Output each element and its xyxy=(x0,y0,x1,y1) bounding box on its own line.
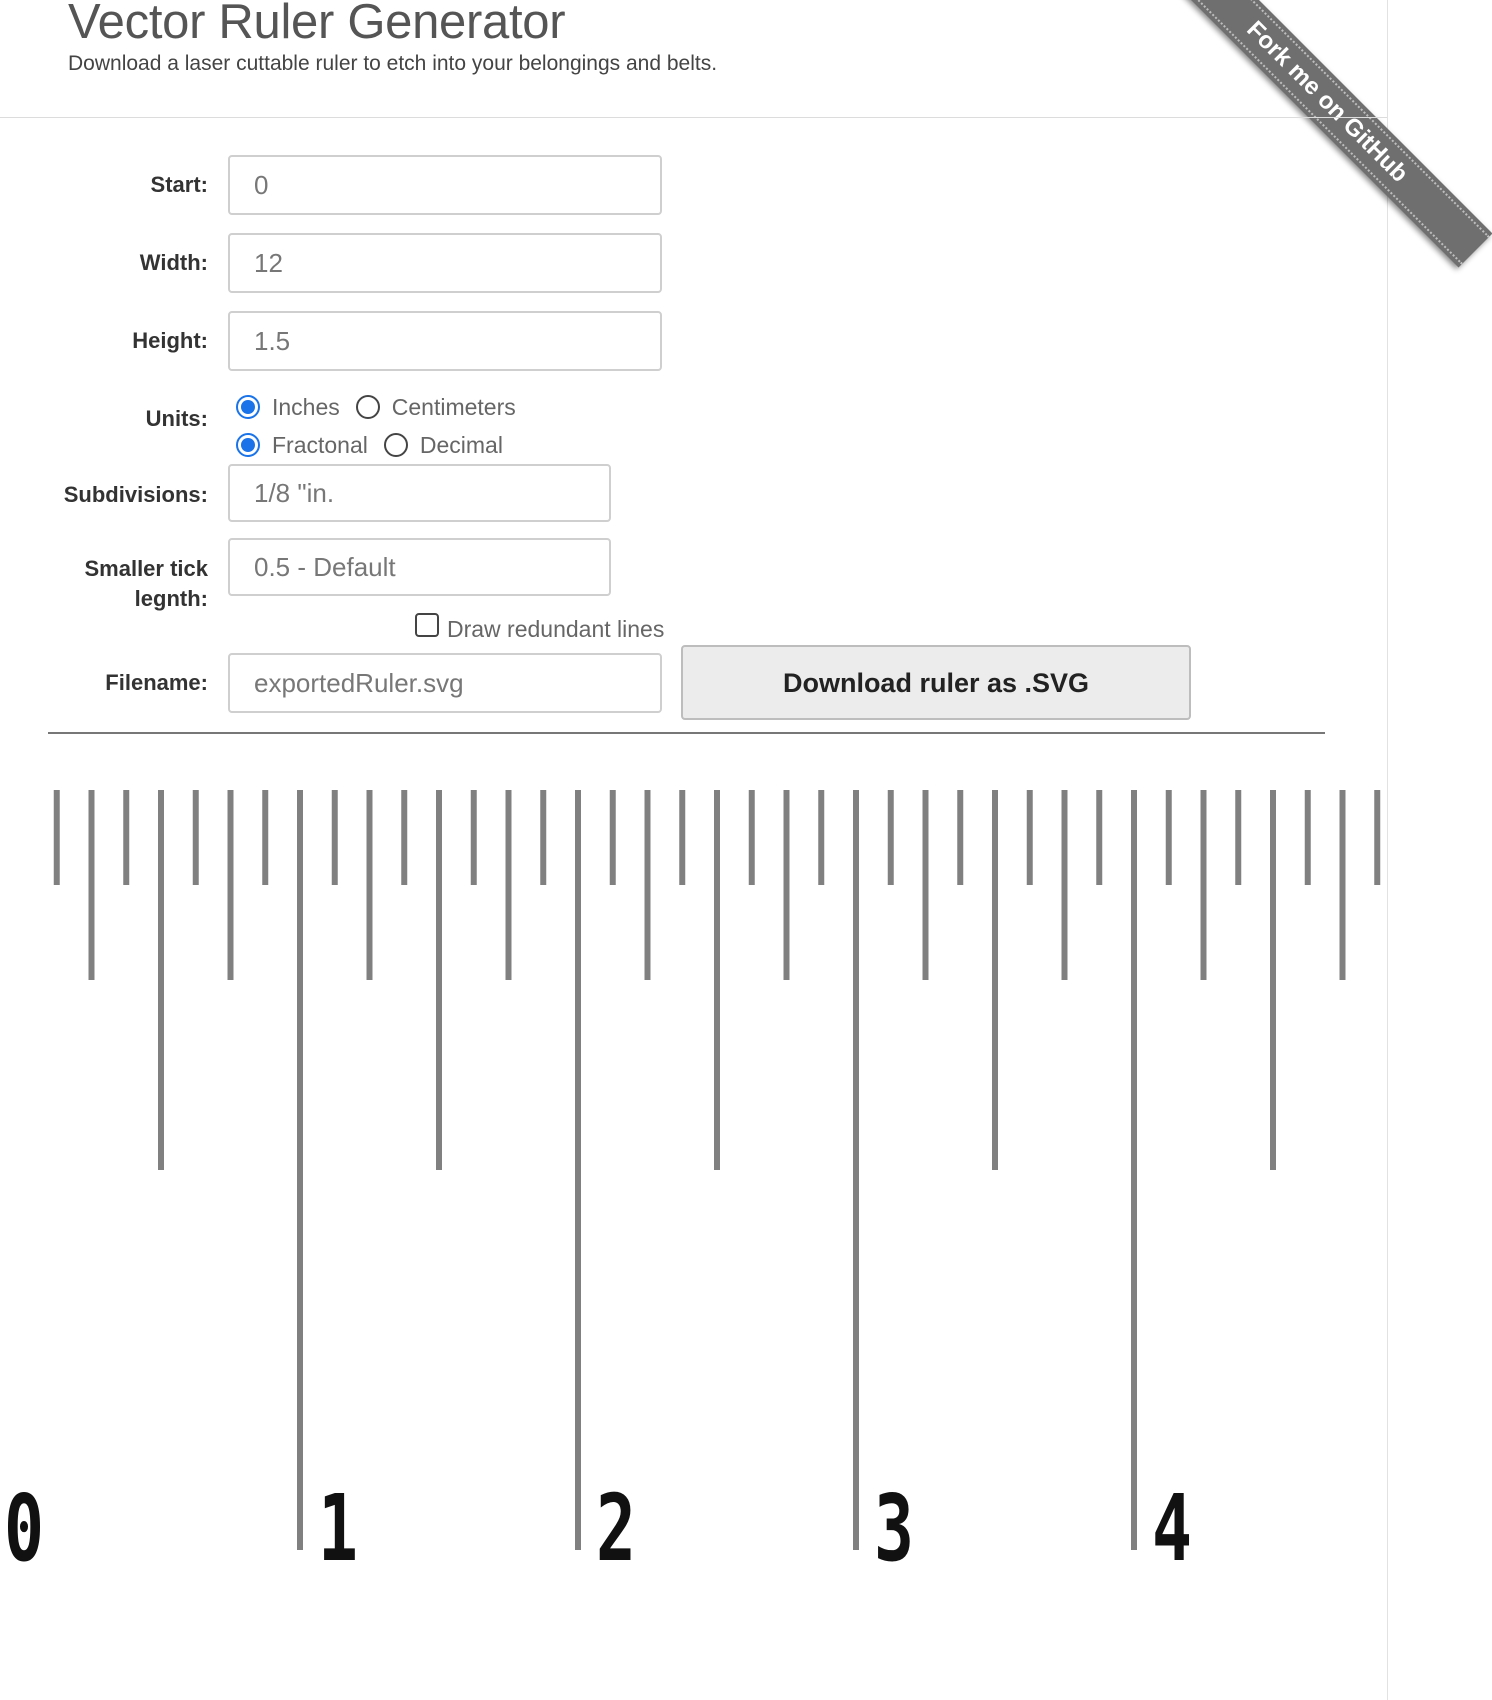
subdivisions-select[interactable]: 1/8 "in. xyxy=(228,464,611,522)
decimal-radio-label[interactable]: Decimal xyxy=(419,431,503,458)
redundant-lines-checkbox[interactable] xyxy=(415,613,439,637)
fractional-radio[interactable] xyxy=(236,433,260,457)
inches-radio-label[interactable]: Inches xyxy=(272,393,340,420)
redundant-lines-label[interactable]: Draw redundant lines xyxy=(447,616,665,642)
smaller-tick-select[interactable]: 0.5 - Default xyxy=(228,538,611,596)
unit-format-group xyxy=(236,429,519,461)
ruler-preview xyxy=(0,760,1387,1580)
decimal-radio[interactable] xyxy=(384,433,408,457)
page-title: Vector Ruler Generator xyxy=(68,0,566,49)
page-subtitle: Download a laser cuttable ruler to etch into your belongings and belts. xyxy=(68,52,718,75)
centimeters-radio[interactable] xyxy=(356,395,380,419)
ruler-number-label: 4 xyxy=(1152,1475,1192,1582)
inches-radio[interactable] xyxy=(236,395,260,419)
unit-system-group xyxy=(236,391,532,423)
fractional-radio-label[interactable]: Fractonal xyxy=(272,431,368,458)
units-label: Units: xyxy=(145,406,208,431)
filename-input[interactable]: exportedRuler.svg xyxy=(228,653,662,713)
width-label: Width: xyxy=(139,250,208,275)
header-divider xyxy=(0,117,1387,118)
filename-label: Filename: xyxy=(105,670,208,695)
height-input[interactable]: 1.5 xyxy=(228,311,662,371)
width-input[interactable]: 12 xyxy=(228,233,662,293)
ruler-number-label: 2 xyxy=(596,1475,636,1582)
smaller-tick-label-line1: Smaller tick xyxy=(84,556,208,581)
ruler-number-label: 3 xyxy=(874,1475,914,1582)
height-label: Height: xyxy=(132,328,208,353)
start-input[interactable]: 0 xyxy=(228,155,662,215)
smaller-tick-label-line2: legnth: xyxy=(134,586,208,611)
download-svg-button[interactable]: Download ruler as .SVG xyxy=(681,645,1191,720)
subdivisions-label: Subdivisions: xyxy=(63,482,208,507)
start-label: Start: xyxy=(150,172,208,197)
centimeters-radio-label[interactable]: Centimeters xyxy=(391,393,516,420)
github-ribbon xyxy=(1107,0,1414,260)
ruler-number-label: 1 xyxy=(318,1475,358,1582)
ruler-divider xyxy=(48,732,1325,734)
fork-on-github-link[interactable]: Fork me on GitHub xyxy=(1162,0,1492,267)
ruler-number-label: 0 xyxy=(4,1475,44,1582)
